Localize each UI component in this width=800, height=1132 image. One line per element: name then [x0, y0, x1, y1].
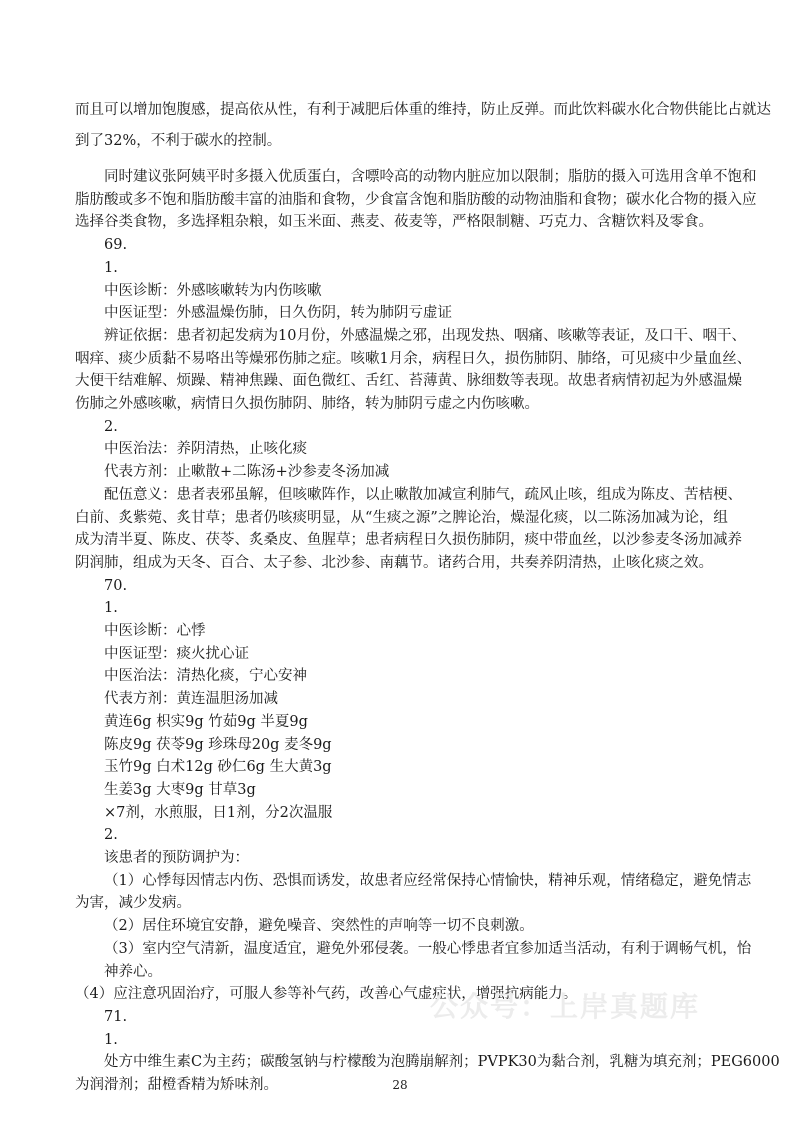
- text-line: （4）应注意巩固治疗，可服人参等补气药，改善心气虚症状，增强抗病能力。: [75, 986, 578, 1003]
- text-line: 中医证型：外感温燥伤肺，日久伤阴，转为肺阴亏虚证: [104, 305, 452, 322]
- text-line: 该患者的预防调护为：: [104, 850, 249, 866]
- sub-number: 1.: [104, 259, 118, 276]
- page-number: 28: [392, 1078, 408, 1092]
- text-line: 而且可以增加饱腹感，提高依从性，有利于减肥后体重的维持，防止反弹。而此饮料碳水化合物供能比占就达: [75, 102, 771, 118]
- text-line: 处方中维生素C为主药；碳酸氢钠与柠檬酸为泡腾崩解剂；PVPK30为黏合剂，乳糖为填充剂；PEG6000: [104, 1054, 780, 1071]
- text-line: 同时建议张阿姨平时多摄入优质蛋白，含嘌呤高的动物内脏应加以限制；脂肪的摄入可选用含单不饱和: [104, 169, 757, 185]
- text-line: 中医治法：养阴清热，止咳化痰: [104, 441, 307, 458]
- text-line: 咽痒、痰少质黏不易咯出等燥邪伤肺之症。咳嗽1月余，病程日久，损伤肺阴、肺络，可见痰中少量血丝、: [75, 350, 752, 367]
- text-line: 白前、炙紫菀、炙甘草；患者仍咳痰明显，从“生痰之源”之脾论治，燥湿化痰，以二陈汤加减为论，组: [75, 509, 728, 526]
- text-line: 神养心。: [104, 963, 162, 980]
- prescription-line: ×7剂，水煎服，日1剂，分2次温服: [104, 804, 333, 821]
- text-line: 配伍意义：患者表邪虽解，但咳嗽阵作，以止嗽散加减宣利肺气，疏风止咳，组成为陈皮、苦桔梗、: [104, 486, 742, 503]
- text-line: 中医诊断：外感咳嗽转为内伤咳嗽: [104, 282, 322, 299]
- text-line: （1）心悸每因情志内伤、恐惧而诱发，故患者应经常保持心情愉快，精神乐观，情绪稳定，避免情志: [104, 872, 752, 889]
- watermark: 公众号：上岸真题库: [430, 990, 701, 1023]
- text-line: 中医诊断：心悸: [104, 623, 206, 639]
- text-line: （3）室内空气清新，温度适宜，避免外邪侵袭。一般心悸患者宜参加适当活动，有利于调畅气机，怡: [104, 940, 752, 957]
- text-line: 为润滑剂；甜橙香精为矫味剂。: [75, 1077, 278, 1093]
- text-line: 脂肪酸或多不饱和脂肪酸丰富的油脂和食物，少食富含饱和脂肪酸的动物油脂和食物；碳水化合物的摄入应: [75, 191, 757, 208]
- text-line: 阴润肺，组成为天冬、百合、太子参、北沙参、南藕节。诸药合用，共奏养阴清热，止咳化痰之效。: [75, 554, 713, 571]
- text-line: 中医治法：清热化痰，宁心安神: [104, 668, 307, 685]
- text-line: 成为清半夏、陈皮、茯苓、炙桑皮、鱼腥草；患者病程日久损伤肺阴，痰中带血丝，以沙参麦冬汤加减养: [75, 532, 742, 549]
- prescription-line: 玉竹9g 白术12g 砂仁6g 生大黄3g: [104, 759, 332, 776]
- text-line: 代表方剂：止嗽散+二陈汤+沙参麦冬汤加减: [104, 464, 390, 481]
- prescription-line: 黄连6g 枳实9g 竹茹9g 半夏9g: [104, 713, 308, 730]
- sub-number: 1.: [104, 600, 118, 617]
- text-line: 伤肺之外感咳嗽，病情日久损伤肺阴、肺络，转为肺阴亏虚之内伤咳嗽。: [75, 396, 539, 412]
- text-line: 中医证型：痰火扰心证: [104, 645, 249, 662]
- prescription-line: 陈皮9g 茯苓9g 珍珠母20g 麦冬9g: [104, 736, 332, 753]
- sub-number: 2.: [104, 418, 118, 435]
- prescription-line: 生姜3g 大枣9g 甘草3g: [104, 781, 256, 798]
- sub-number: 1.: [104, 1031, 118, 1048]
- question-number: 71.: [104, 1008, 128, 1025]
- text-line: 为害，减少发病。: [75, 895, 191, 912]
- text-line: （2）居住环境宜安静，避免噪音、突然性的声响等一切不良刺激。: [104, 918, 534, 935]
- question-number: 70.: [104, 577, 128, 594]
- sub-number: 2.: [104, 827, 118, 844]
- question-number: 69.: [104, 237, 128, 254]
- text-line: 选择谷类食物，多选择粗杂粮，如玉米面、燕麦、莜麦等，严格限制糖、巧克力、含糖饮料及零食。: [75, 214, 713, 231]
- text-line: 辨证依据：患者初起发病为10月份，外感温燥之邪，出现发热、咽痛、咳嗽等表证，及口干、咽干、: [104, 327, 746, 344]
- text-line: 代表方剂：黄连温胆汤加减: [104, 691, 278, 708]
- text-line: 大便干结难解、烦躁、精神焦躁、面色微红、舌红、苔薄黄、脉细数等表现。故患者病情初起为外感温燥: [75, 373, 742, 390]
- text-line: 到了32%，不利于碳水的控制。: [75, 133, 282, 149]
